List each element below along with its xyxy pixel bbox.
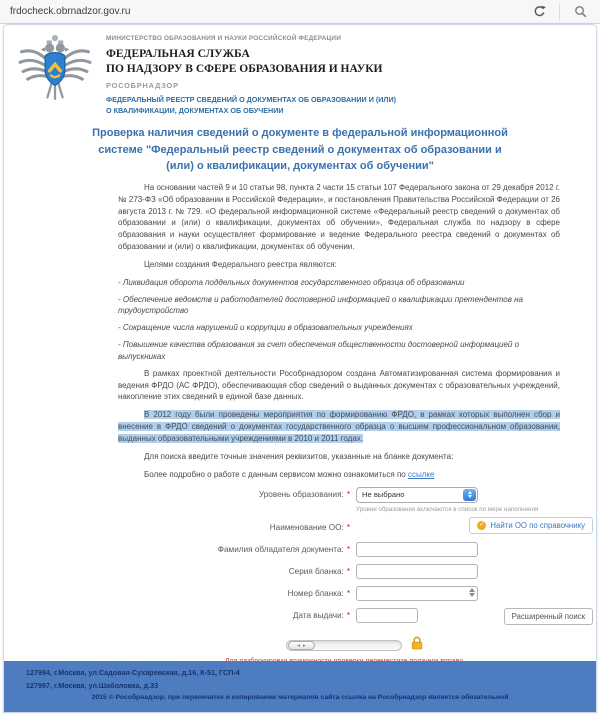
search-intro: Для поиска введите точные значения реквизитов, указанные на бланке документа:: [144, 451, 454, 461]
required-mark: *: [346, 490, 350, 500]
registry-name-line1: ФЕДЕРАЛЬНЫЙ РЕЕСТР СВЕДЕНИЙ О ДОКУМЕНТАХ ОБ ОБРАЗОВАНИИ И (ИЛИ): [106, 94, 397, 104]
number-input[interactable]: [356, 586, 478, 601]
slider-left-arrow-icon: ◂: [297, 642, 300, 649]
more-info-link[interactable]: ссылке: [407, 469, 435, 479]
education-level-select[interactable]: [356, 487, 478, 503]
number-spinner-icon[interactable]: [469, 588, 475, 597]
education-level-label: Уровень образования: *: [258, 490, 350, 500]
slider-right-arrow-icon: ▸: [303, 642, 306, 649]
surname-input[interactable]: [356, 542, 478, 557]
goals-intro: Целями создания Федерального реестра являются:: [144, 259, 337, 269]
site-footer: [4, 661, 596, 712]
registry-name-line2: О КВАЛИФИКАЦИИ, ДОКУМЕНТАХ ОБ ОБУЧЕНИИ: [106, 105, 284, 115]
paragraph-legal-basis: На основании частей 9 и 10 статьи 98, пункта 2 части 15 статьи 107 Федерального закона от 29 декабря 2012 г. № 273-ФЗ «Об образовании в Российской Федерации», и постановления Правительства Российской Федерации от 26 августа 2013 г. № 729. «О федеральной информационной системе «Федеральный реестр сведений о документах об образовании и (или) о квалификации, документах об обучении», Федеральная служба по надзору в сфере образования и науки осуществляет формирование и ведение Федерального реестра сведений о документах об образовании и (или) о квалификации, документах об обучении.: [118, 182, 560, 252]
advanced-search-button[interactable]: Расширенный поиск: [504, 608, 593, 625]
required-mark: *: [346, 567, 350, 577]
service-name-line1: ФЕДЕРАЛЬНАЯ СЛУЖБА: [106, 48, 250, 60]
education-level-value: Не выбрано: [362, 490, 405, 500]
paragraph-frdo-system: В рамках проектной деятельности Рособрнадзором создана Автоматизированная система формирования и ведения ФРДО (АС ФРДО), обеспечивающая сбор сведений о выданных документах с образовательных учреждений, накопление этих сведений в единой базе данных.: [118, 368, 560, 402]
surname-row: [4, 541, 596, 558]
required-mark: *: [346, 545, 350, 555]
issue-date-row: [4, 607, 596, 624]
number-row: [4, 585, 596, 602]
issue-date-label: Дата выдачи: *: [292, 611, 350, 621]
divider: [559, 4, 560, 20]
highlighted-text: В 2012 году были проведены мероприятия по формированию ФРДО, в рамках которых выполнен сбор и внесение в ФРДО сведений о документах государственного образца о высшем профессиональном образовании, выданных образовательными учреждениями в 2010 и 2011 годах.: [118, 410, 560, 443]
number-label: Номер бланка: *: [287, 589, 350, 599]
series-input[interactable]: [356, 564, 478, 579]
required-mark: *: [346, 523, 350, 533]
rosobrnadzor-eagle-emblem: [17, 32, 93, 116]
page-container: [3, 24, 597, 713]
reload-icon[interactable]: [529, 2, 549, 22]
intro-text: [118, 182, 560, 480]
site-header: [4, 25, 596, 116]
goal-item: - Ликвидация оборота поддельных документов государственного образца об образовании: [118, 277, 465, 287]
footer-copyright: 2015 © Рособрнадзор, при перепечатке и копировании материалов сайта ссылка на Рособрнадзор является обязательной: [91, 694, 509, 701]
paragraph-2012-highlighted: [118, 409, 560, 444]
footer-address-2: 127997, г.Москва, ул.Шаболовка, д.33: [26, 681, 159, 690]
education-level-row: [4, 486, 596, 503]
org-name-label: Наименование ОО: *: [269, 523, 350, 533]
service-name-line2: ПО НАДЗОРУ В СФЕРЕ ОБРАЗОВАНИЯ И НАУКИ: [106, 62, 383, 75]
search-icon[interactable]: [570, 2, 590, 22]
unlock-slider-track[interactable]: [286, 640, 402, 651]
more-info-prefix: Более подробно о работе с данным сервисом можно ознакомиться по: [144, 469, 408, 479]
required-mark: *: [346, 589, 350, 599]
org-name-row: [4, 519, 596, 536]
surname-label: Фамилия обладателя документа: *: [217, 545, 350, 555]
url-input[interactable]: frdocheck.obrnadzor.gov.ru: [10, 6, 131, 17]
find-org-button[interactable]: ✓ Найти ОО по справочнику: [469, 517, 593, 534]
unlock-slider-row: [286, 636, 596, 655]
education-level-hint: Уровни образования включаются в список по мере наполнения: [356, 506, 539, 514]
select-stepper-icon[interactable]: [463, 489, 476, 501]
issue-date-input[interactable]: [356, 608, 418, 623]
ministry-line: МИНИСТЕРСТВО ОБРАЗОВАНИЯ И НАУКИ РОССИЙСКОЙ ФЕДЕРАЦИИ: [106, 35, 341, 42]
series-label: Серия бланка: *: [288, 567, 350, 577]
required-mark: *: [346, 611, 350, 621]
lock-icon: [411, 636, 423, 655]
checkmark-circle-icon: ✓: [479, 522, 485, 529]
more-info-line: [118, 469, 560, 481]
series-row: [4, 563, 596, 580]
goal-item: - Обеспечение ведомств и работодателей достоверной информацией о квалификации претендентов на трудоустройство: [118, 294, 523, 316]
unlock-slider-handle[interactable]: [288, 641, 315, 650]
page-title: Проверка наличия сведений о документе в федеральной информационной системе "Федеральный реестр сведений о документах об образовании и (или) о квалификации, документах об обучении": [92, 127, 508, 173]
search-form: [4, 486, 596, 624]
footer-address-1: 127994, г.Москва, ул.Садовая-Сухаревская, д.16, К-51, ГСП-4: [26, 668, 240, 677]
goal-item: - Сокращение числа нарушений и коррупции в образовательных учреждениях: [118, 323, 413, 333]
short-name: РОСОБРНАДЗОР: [106, 80, 179, 90]
browser-address-bar: [0, 0, 600, 24]
goal-item: - Повышение качества образования за счет обеспечения общественности достоверной информацией о выпускниках: [118, 340, 520, 361]
